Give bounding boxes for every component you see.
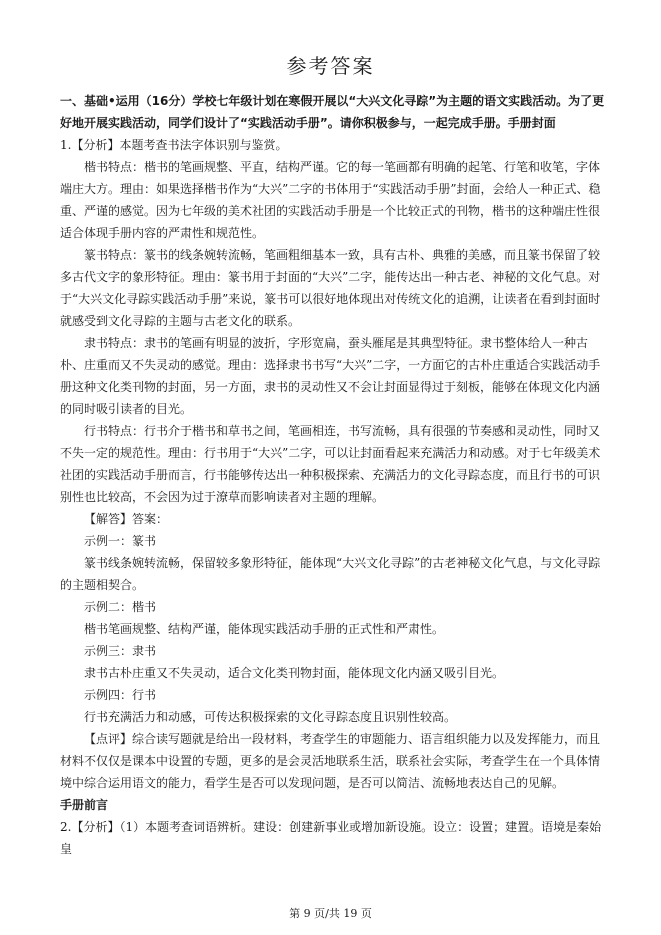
- preface-heading: 手册前言: [60, 798, 109, 812]
- comment-paragraph: 【点评】综合读写题就是给出一段材料，考查学生的审题能力、语言组织能力以及发挥能力，而且材料不仅仅是课本中设置的专题，更多的是会灵活地联系生活，联系社会实际，考查学生在一个具体情境中综合运用语文的能力，看学生是否可以发现问题，是否可以简洁、流畅地表达自己的见解。: [60, 732, 601, 790]
- question-1-analysis: 1.【分析】本题考查书法字体识别与鉴赏。: [60, 138, 288, 152]
- question-2-analysis: 2.【分析】（1）本题考查词语辨析。建设：创建新事业或增加新设施。设立：设置；建置。语境是秦始皇: [60, 820, 602, 856]
- example-2-label: 示例二：楷书: [84, 600, 157, 614]
- lishu-paragraph: 隶书特点：隶书的笔画有明显的波折，字形宽扁，蚕头雁尾是其典型特征。隶书整体给人一种古朴、庄重而又不失灵动的感觉。理由：选择隶书书写“大兴”二字，一方面它的古朴庄重适合实践活动手册这种文化类刊物的封面，另一方面，隶书的灵动性又不会让封面显得过于刻板，能够在体现文化内涵的同时吸引读者的目光。: [60, 336, 601, 416]
- page-footer: 第 9 页/共 19 页: [289, 907, 372, 920]
- example-1-label: 示例一：篆书: [84, 534, 157, 548]
- kaishu-paragraph: 楷书特点：楷书的笔画规整、平直，结构严谨。它的每一笔画都有明确的起笔、行笔和收笔，字体端庄大方。理由：如果选择楷书作为“大兴”二字的书体用于“实践活动手册”封面，会给人一种正式、稳重、严谨的感觉。因为七年级的美术社团的实践活动手册是一个比较正式的刊物，楷书的这种端庄性很适合体现手册内容的严肃性和规范性。: [60, 160, 601, 240]
- answer-body: [60, 90, 605, 860]
- section-heading: 一、基础•运用（16分）学校七年级计划在寒假开展以“大兴文化寻踪”为主题的语文实践活动。为了更好地开展实践活动，同学们设计了“实践活动手册”。请你积极参与，一起完成手册。手册封面: [60, 94, 605, 130]
- example-3-text: 隶书古朴庄重又不失灵动，适合文化类刊物封面，能体现文化内涵又吸引目光。: [84, 666, 505, 680]
- page-title: 参考答案: [286, 54, 375, 78]
- example-3-label: 示例三：隶书: [84, 644, 157, 658]
- example-4-text: 行书充满活力和动感，可传达积极探索的文化寻踪态度且识别性较高。: [84, 710, 457, 724]
- example-1-text: 篆书线条婉转流畅，保留较多象形特征，能体现“大兴文化寻踪”的古老神秘文化气息，与文化寻踪的主题相契合。: [60, 556, 601, 592]
- example-2-text: 楷书笔画规整、结构严谨，能体现实践活动手册的正式性和严肃性。: [84, 622, 445, 636]
- zhuanshu-paragraph: 篆书特点：篆书的线条婉转流畅，笔画粗细基本一致，具有古朴、典雅的美感，而且篆书保留了较多古代文字的象形特征。理由：篆书用于封面的“大兴”二字，能传达出一种古老、神秘的文化气息。对于“大兴文化寻踪实践活动手册”来说，篆书可以很好地体现出对传统文化的追溯，让读者在看到封面时就感受到文化寻踪的主题与古老文化的联系。: [60, 248, 601, 328]
- example-4-label: 示例四：行书: [84, 688, 157, 702]
- xingshu-paragraph: 行书特点：行书介于楷书和草书之间，笔画相连，书写流畅，具有很强的节奏感和灵动性，同时又不失一定的规范性。理由：行书用于“大兴”二字，可以让封面看起来充满活力和动感。对于七年级美术社团的实践活动手册而言，行书能够传达出一种积极探索、充满活力的文化寻踪态度，而且行书的可识别性也比较高，不会因为过于潦草而影响读者对主题的理解。: [60, 424, 601, 504]
- answer-label: 【解答】答案：: [84, 512, 169, 526]
